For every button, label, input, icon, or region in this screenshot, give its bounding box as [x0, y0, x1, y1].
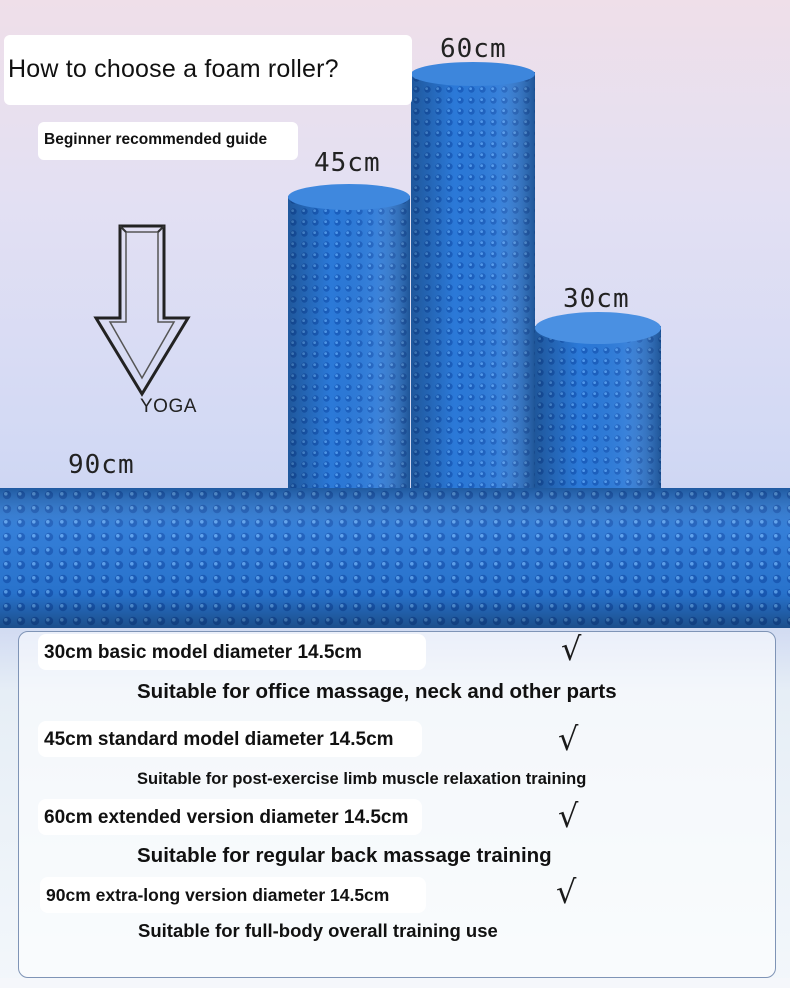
size-label-60cm: 60cm	[440, 34, 507, 64]
size-label-30cm: 30cm	[563, 284, 630, 314]
model-chip-30cm	[38, 634, 426, 670]
model-label: 45cm standard model diameter 14.5cm	[44, 729, 394, 750]
usage-text: Suitable for full-body overall training use	[138, 920, 498, 941]
subtitle-box	[38, 122, 298, 160]
model-label: 60cm extended version diameter 14.5cm	[44, 807, 409, 828]
page-subtitle: Beginner recommended guide	[44, 131, 268, 148]
size-label-45cm: 45cm	[314, 148, 381, 178]
usage-text: Suitable for post-exercise limb muscle relaxation training	[137, 770, 587, 788]
foam-roller-30cm	[535, 312, 661, 502]
model-chip-45cm	[38, 721, 422, 757]
check-icon: √	[556, 873, 577, 911]
yoga-label: YOGA	[140, 396, 197, 417]
foam-roller-45cm	[288, 184, 410, 502]
foam-roller-60cm	[411, 62, 535, 502]
page-title-box	[4, 35, 412, 105]
check-icon: √	[558, 797, 579, 835]
model-chip-60cm	[38, 799, 422, 835]
check-icon: √	[561, 630, 582, 668]
page-title: How to choose a foam roller?	[8, 55, 339, 83]
usage-text: Suitable for regular back massage training	[137, 844, 552, 867]
size-label-90cm: 90cm	[68, 450, 135, 480]
model-label: 90cm extra-long version diameter 14.5cm	[46, 885, 390, 905]
model-label: 30cm basic model diameter 14.5cm	[44, 642, 362, 663]
down-arrow-icon	[84, 218, 194, 398]
foam-roller-90cm	[0, 488, 790, 628]
check-icon: √	[558, 720, 579, 758]
model-chip-90cm	[40, 877, 426, 913]
bottom-strip	[0, 978, 790, 988]
usage-text: Suitable for office massage, neck and other parts	[137, 680, 617, 703]
